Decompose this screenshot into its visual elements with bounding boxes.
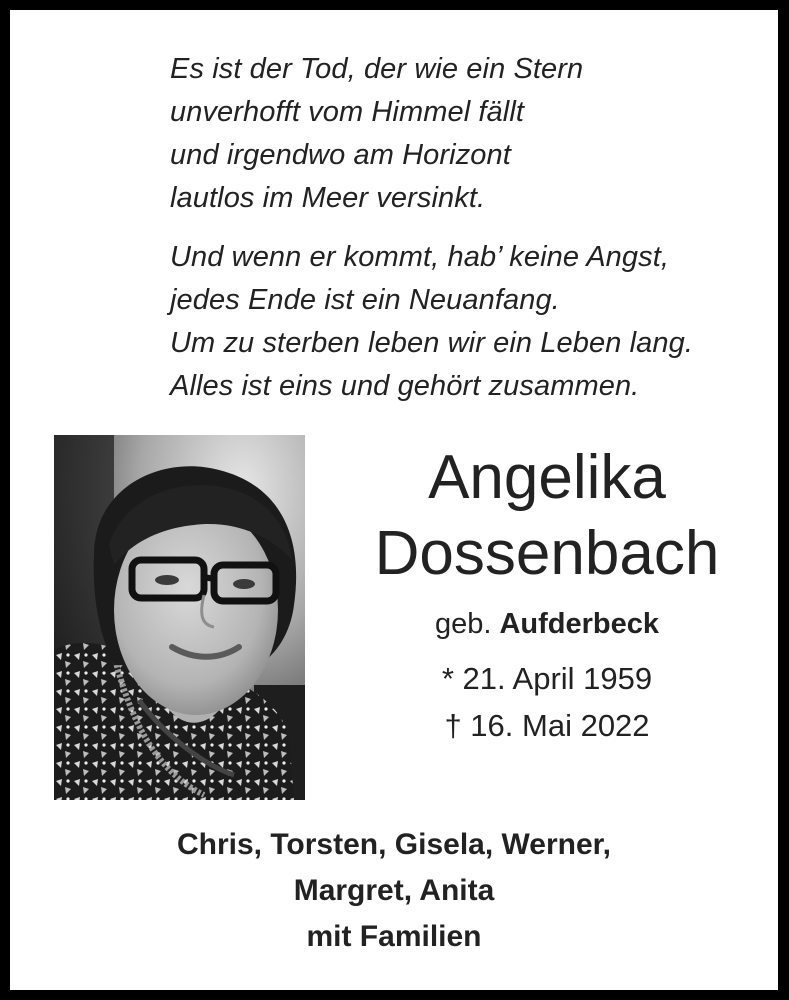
poem-line: Alles ist eins und gehört zusammen.	[170, 370, 640, 402]
poem-line: unverhofft vom Himmel fällt	[170, 96, 525, 128]
poem-line: Es ist der Tod, der wie ein Stern	[170, 53, 584, 85]
birth-name-prefix: geb.	[434, 608, 492, 640]
mourners-line: mit Familien	[306, 920, 482, 953]
mourners-line: Margret, Anita	[293, 874, 495, 907]
mourners-list	[10, 822, 778, 960]
family-name: Dossenbach	[374, 519, 720, 588]
life-dates	[322, 655, 772, 749]
birth-name-line	[322, 606, 772, 642]
poem-line: Um zu sterben leben wir ein Leben lang.	[170, 327, 693, 359]
given-name: Angelika	[428, 443, 666, 512]
poem-line: und irgendwo am Horizont	[170, 139, 511, 171]
mourners-line: Chris, Torsten, Gisela, Werner,	[176, 828, 612, 861]
poem-line: Und wenn er kommt, hab’ keine Angst,	[170, 241, 670, 273]
obituary-card	[10, 10, 778, 990]
poem-stanza-2	[170, 236, 693, 408]
deceased-info	[322, 440, 772, 749]
death-date: † 16. Mai 2022	[444, 708, 650, 743]
birth-date: * 21. April 1959	[441, 661, 653, 696]
birth-name: Aufderbeck	[499, 608, 660, 640]
poem-stanza-1	[170, 48, 693, 220]
poem	[170, 48, 693, 408]
poem-line: jedes Ende ist ein Neuanfang.	[170, 284, 560, 316]
portrait-photo	[54, 435, 305, 800]
poem-line: lautlos im Meer versinkt.	[170, 182, 486, 214]
